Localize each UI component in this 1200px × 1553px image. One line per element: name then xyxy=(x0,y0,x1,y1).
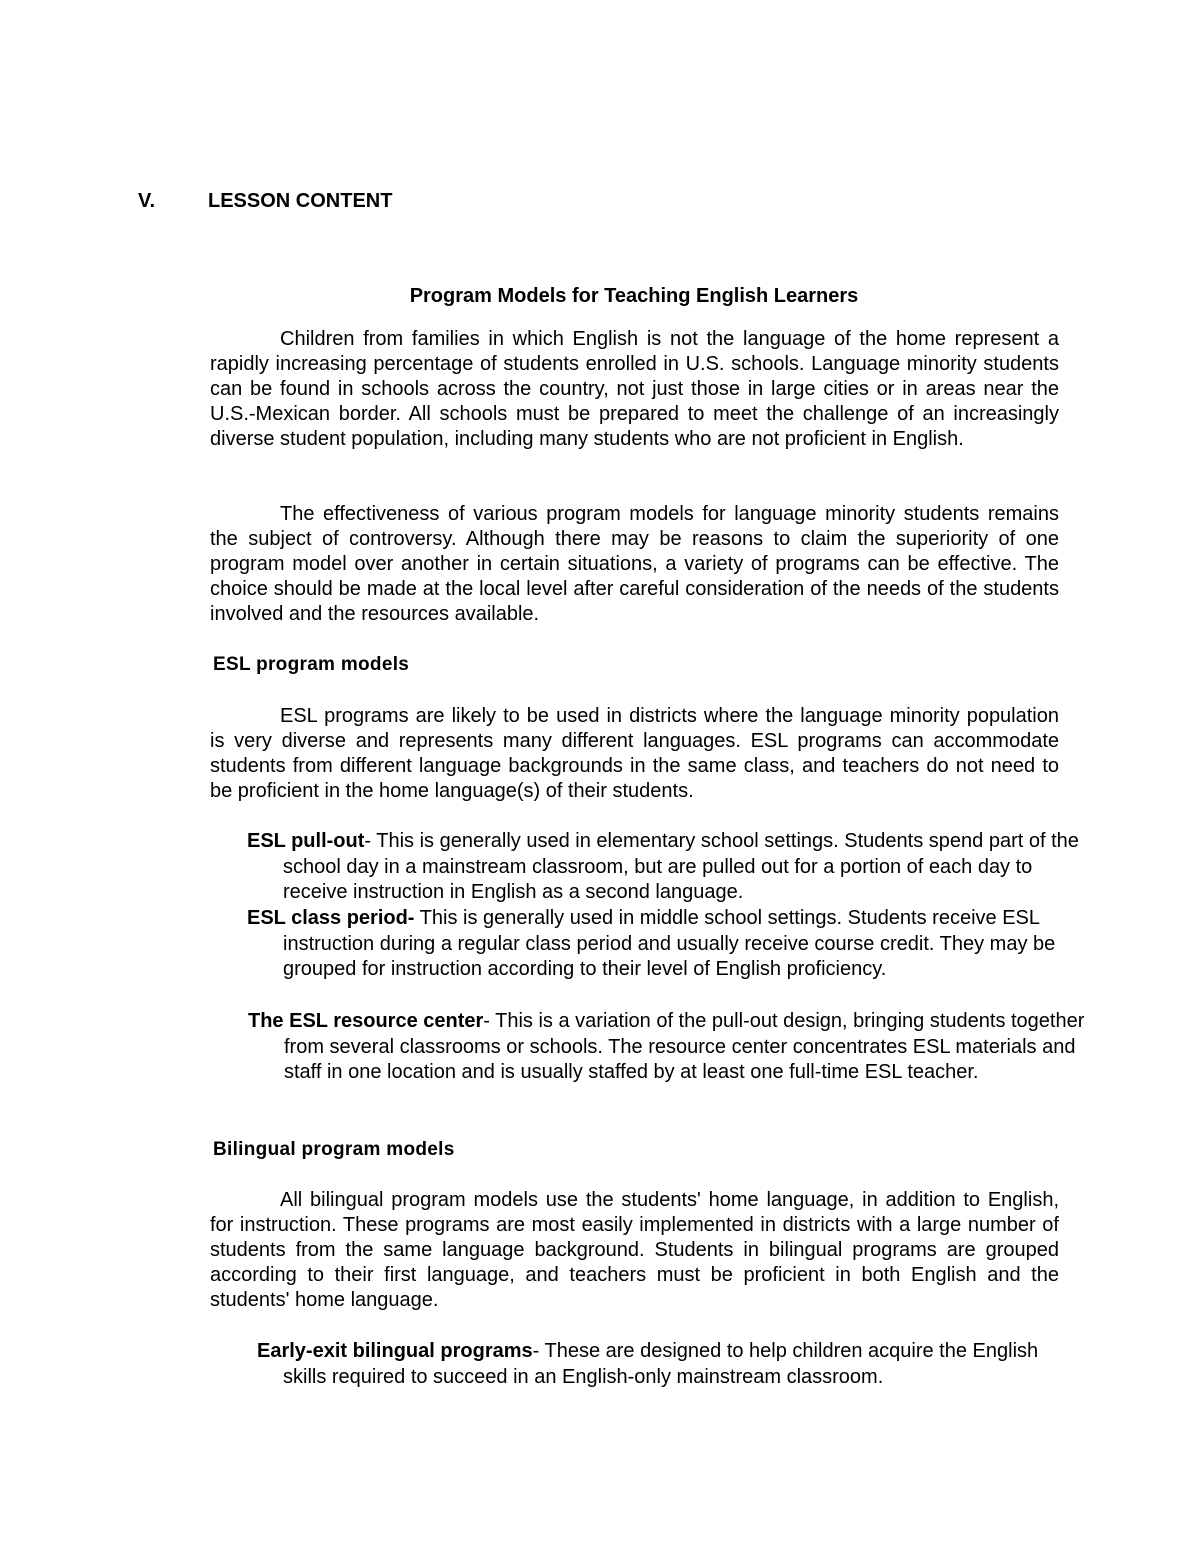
intro-paragraph-2: The effectiveness of various program models for language minority students remains the subject of controversy. Although there may be reasons to claim the superiority of one program model over another in certain situations, a variety of programs can be effective. The choice should be made at the local level after careful consideration of the needs of the students involved and the resources available. xyxy=(210,503,1059,625)
bilingual-paragraph: All bilingual program models use the students' home language, in addition to English, for instruction. These programs are most easily implemented in districts with a large number of students from the same language background. Students in bilingual programs are grouped according to their first language, and teachers must be proficient in both English and the students' home language. xyxy=(210,1189,1059,1311)
document-title: Program Models for Teaching English Learners xyxy=(409,285,859,307)
bilingual-item-early-exit xyxy=(257,1339,1073,1390)
esl-item-text: - This is a variation of the pull-out design, bringing students together from several classrooms or schools. The resource center concentrates ESL materials and staff in one location and is usually staffed by at least one full-time ESL teacher. xyxy=(284,1010,1085,1083)
esl-item-text: This is generally used in middle school settings. Students receive ESL instruction during a regular class period and usually receive course credit. They may be grouped for instruction according to their level of English proficiency. xyxy=(283,907,1056,980)
esl-heading: ESL program models xyxy=(213,654,410,675)
esl-item-term: ESL pull-out xyxy=(247,830,365,852)
esl-item-class-period xyxy=(247,906,1093,983)
esl-paragraph: ESL programs are likely to be used in districts where the language minority population is very diverse and represents many different languages. ESL programs can accommodate students from different language backgrounds in the same class, and teachers do not need to be proficient in the home language(s) of their students. xyxy=(210,705,1059,802)
intro-paragraph-1: Children from families in which English is not the language of the home represent a rapidly increasing percentage of students enrolled in U.S. schools. Language minority students can be found in schools across the country, not just those in large cities or in areas near the U.S.-Mexican border. All schools must be prepared to meet the challenge of an increasingly diverse student population, including many students who are not proficient in English. xyxy=(210,328,1059,450)
section-heading xyxy=(138,190,392,213)
section-number: V. xyxy=(138,190,156,212)
section-title: LESSON CONTENT xyxy=(208,190,393,212)
esl-item-pull-out xyxy=(247,829,1093,906)
bilingual-heading: Bilingual program models xyxy=(213,1139,455,1160)
bilingual-item-term: Early-exit bilingual programs xyxy=(257,1340,533,1362)
esl-item-term: The ESL resource center xyxy=(248,1010,484,1032)
esl-item-term: ESL class period- xyxy=(247,907,415,929)
bilingual-item-text: - These are designed to help children acquire the English skills required to succeed in an English-only mainstream classroom. xyxy=(283,1340,1039,1388)
esl-item-resource-center xyxy=(248,1009,1094,1086)
esl-item-text: - This is generally used in elementary school settings. Students spend part of the school day in a mainstream classroom, but are pulled out for a portion of each day to receive instruction in English as a second language. xyxy=(283,830,1079,903)
